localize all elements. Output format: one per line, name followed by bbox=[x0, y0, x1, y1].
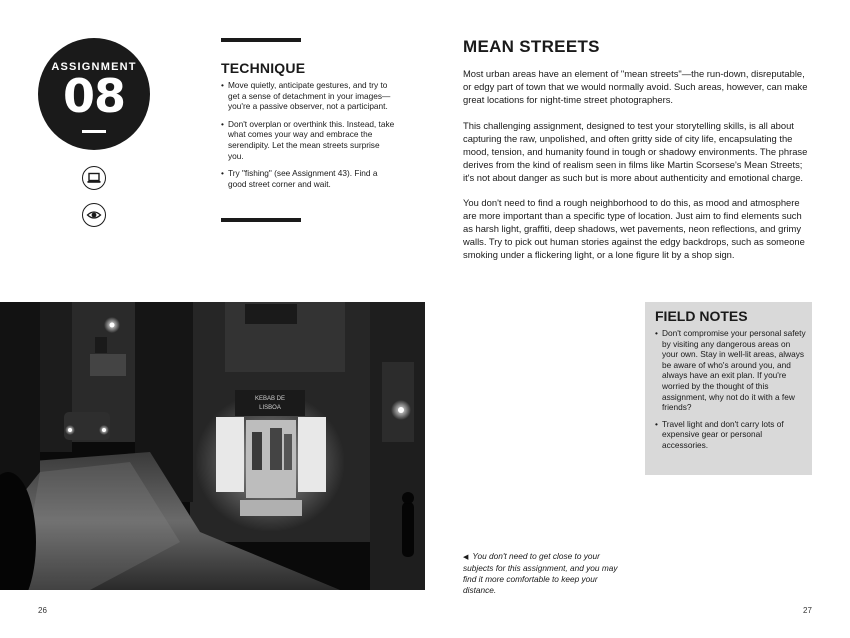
caption-text: You don't need to get close to your subjects for this assignment, and you may find it more comfortable to keep your distance. bbox=[463, 551, 618, 595]
caption-arrow-icon: ◀ bbox=[463, 554, 469, 561]
field-notes-box bbox=[645, 302, 812, 475]
technique-item: • Move quietly, anticipate gestures, and try to get a sense of detachment in your images—you're a passive observer, not a participant. bbox=[221, 80, 396, 112]
technique-bottom-rule bbox=[221, 218, 301, 222]
eye-icon bbox=[82, 203, 106, 227]
shop-sign-line-2: LISBOA bbox=[259, 405, 281, 411]
street-photo bbox=[0, 302, 425, 590]
laptop-icon bbox=[82, 166, 106, 190]
article-paragraph-3: You don't need to find a rough neighborhood to do this, as mood and atmosphere are more important than a specific type of location. Just aim to find elements such as harsh light, graffiti, deep shadows, wet pavements, neon reflections, and grimy walls. Try to pick out human stories against the edgy backdrops, such as someone smoking under a flickering light, or a lone figure lit by a shop sign. bbox=[463, 197, 805, 261]
article-paragraph-1: Most urban areas have an element of "mean streets"—the run-down, disreputable, or edgy part of town that we would normally avoid. Such areas, however, can make great locations for night-time street photographers. bbox=[463, 68, 808, 106]
technique-item: • Try "fishing" (see Assignment 43). Find a good street corner and wait. bbox=[221, 168, 396, 189]
technique-title: TECHNIQUE bbox=[221, 60, 306, 76]
article-title: MEAN STREETS bbox=[463, 37, 600, 56]
badge-underline bbox=[82, 130, 106, 133]
technique-top-rule bbox=[221, 38, 301, 42]
field-notes-title: FIELD NOTES bbox=[655, 308, 748, 324]
page-number-left: 26 bbox=[38, 606, 47, 615]
photo-caption bbox=[463, 551, 628, 596]
shop-sign-line-1: KEBAB DE bbox=[254, 396, 286, 402]
article-paragraph-2: This challenging assignment, designed to test your storytelling skills, is all about capturing the raw, unpolished, and often gritty side of city life, encapsulating the mood, tension, and humanity found in tough or shadowy environments. The phrase derives from the kind of realism seen in films like Martin Scorsese's Mean Streets; it's not about danger as such but is more about authenticity and emotional charge. bbox=[463, 120, 808, 184]
field-notes-item: • Travel light and don't carry lots of expensive gear or personal accessories. bbox=[655, 419, 808, 451]
assignment-number: 08 bbox=[62, 69, 125, 123]
technique-item: • Don't overplan or overthink this. Instead, take what comes your way and embrace the serendipity. Let the mean streets surprise you. bbox=[221, 119, 396, 161]
assignment-label: ASSIGNMENT bbox=[51, 61, 137, 73]
technique-list bbox=[221, 80, 396, 196]
field-notes-item: • Don't compromise your personal safety by visiting any dangerous areas on your own. Stay in well-lit areas, always be aware of who's around you, and always have an exit plan. If you're worried by the thought of this assignment, why not do it with a few friends? bbox=[655, 328, 808, 413]
assignment-badge bbox=[38, 38, 150, 150]
field-notes-list bbox=[655, 328, 808, 457]
page-number-right: 27 bbox=[803, 606, 812, 615]
